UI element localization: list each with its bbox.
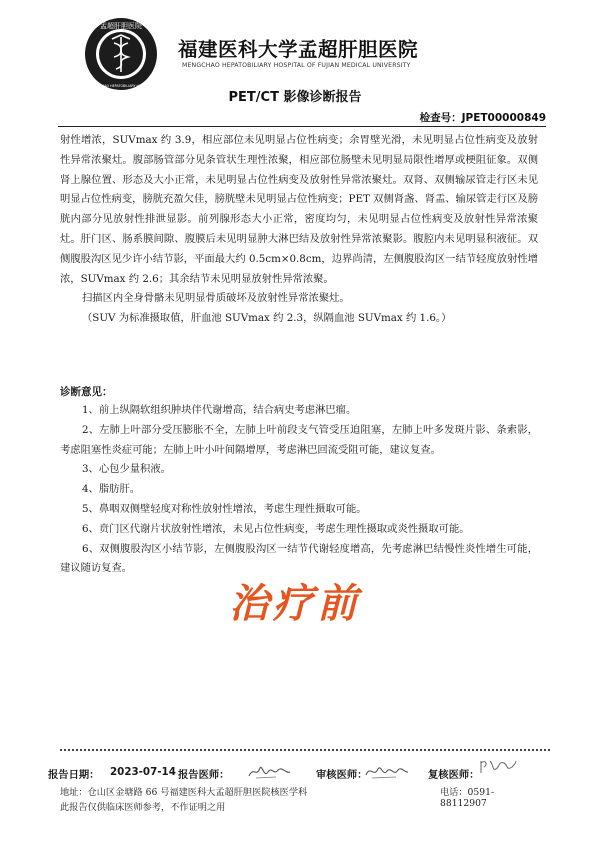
diagnosis-list xyxy=(60,401,538,579)
reporting-doctor-signature xyxy=(246,760,292,782)
diagnosis-item: 2、左肺上叶部分受压膨胀不全，左肺上叶前段支气管受压迫阻塞，左肺上叶多发斑片影、条索影，考虑阻塞性炎症可能；左肺上叶小叶间隔增厚，考虑淋巴回流受阻可能，建议复查。 xyxy=(60,423,538,456)
recheck-doctor-label: 复核医师： xyxy=(428,769,480,781)
reporting-doctor-label: 报告医师： xyxy=(178,769,230,781)
recheck-doctor-signature xyxy=(478,755,518,777)
footer-phone: 电话：0591-88112907 xyxy=(440,787,495,809)
report-title: PET/CT 影像诊断报告 xyxy=(228,90,362,105)
findings-note: （SUV 为标准摄取值，肝血池 SUVmax 约 2.3，纵隔血池 SUVmax 约 1.6。） xyxy=(82,312,452,325)
footer-address: 地址：仓山区金塘路 66 号福建医科大孟超肝胆医院核医学科 xyxy=(60,787,308,798)
hospital-name: 福建医科大学孟超肝胆医院 xyxy=(178,38,419,61)
footer-note: 此报告仅供临床医师参考，不作证明之用 xyxy=(60,802,226,813)
hospital-name-en: MENGCHAO HEPATOBILIARY HOSPITAL OF FUJIAN MEDICAL UNIVERSITY xyxy=(182,62,411,69)
logo-en-text: MENGCHAO HEPATOBILIARY HOSPITAL xyxy=(89,84,153,88)
diagnosis-item: 3、心包少量积液。 xyxy=(82,463,171,476)
report-date: 2023-07-14 xyxy=(110,766,176,778)
check-number: 检查号：JPET00000849 xyxy=(419,112,546,124)
diagnosis-item: 4、脂肪肝。 xyxy=(82,483,141,496)
diagnosis-item: 6、双侧腹股沟区小结节影，左侧腹股沟区一结节代谢轻度增高，先考虑淋巴结慢性炎性增生可能，建议随访复查。 xyxy=(60,542,538,575)
report-date-label: 报告日期： xyxy=(48,769,100,781)
findings-paragraph: 射性增浓，SUVmax 约 3.9，相应部位未见明显占位性病变；余胃壁光滑，未见明显占位性病变及放射性异常浓聚灶。腹部肠管部分见条管状生理性浓聚，相应部位肠壁未见明显局限性增厚或梗阻征象。双侧肾上腺位置、形态及大小正常，未见明显占位性病变及放射性异常浓聚灶。双肾、双侧输尿管走行区未见明显占位性病变，膀胱充盈欠佳，膀胱壁未见明显占位性病变；PET 双侧肾盏、肾盂、输尿管走行区及膀胱内部分见放射性排泄显影。前列腺形态大小正常，密度均匀，未见明显占位性病变及放射性异常浓聚灶。肝门区、肠系膜间隙、腹膜后未见明显肿大淋巴结及放射性异常浓聚影。腹腔内未见明显积液征。双侧腹股沟区见少许小结节影，平面最大约 0.5cm×0.8cm，边界尚清，左侧腹股沟区一结节轻度放射性增浓，SUVmax 约 2.6；其余结节未见明显放射性异常浓聚。 xyxy=(60,134,538,285)
diagnosis-item: 6、贲门区代谢片状放射性增浓，未见占位性病变，考虑生理性摄取或炎性摄取可能。 xyxy=(82,522,470,535)
diagnosis-item: 5、鼻咽双侧壁轻度对称性放射性增浓，考虑生理性摄取可能。 xyxy=(82,502,367,515)
hospital-logo xyxy=(84,17,158,91)
footer-divider xyxy=(60,749,550,751)
treatment-stamp: 治疗前 xyxy=(229,581,361,627)
reviewing-doctor-label: 审核医师： xyxy=(316,769,368,781)
diagnosis-title: 诊断意见： xyxy=(60,386,113,398)
reviewing-doctor-signature xyxy=(364,760,410,782)
header-divider xyxy=(58,126,546,127)
findings-paragraph: 扫描区内全身骨骼未见明显骨质破坏及放射性异常浓聚灶。 xyxy=(82,292,350,305)
diagnosis-item: 1、前上纵隔软组织肿块伴代谢增高，结合病史考虑淋巴瘤。 xyxy=(82,404,357,416)
logo-cn-text: 孟超肝胆医院 xyxy=(100,22,142,30)
findings-section xyxy=(60,131,538,329)
